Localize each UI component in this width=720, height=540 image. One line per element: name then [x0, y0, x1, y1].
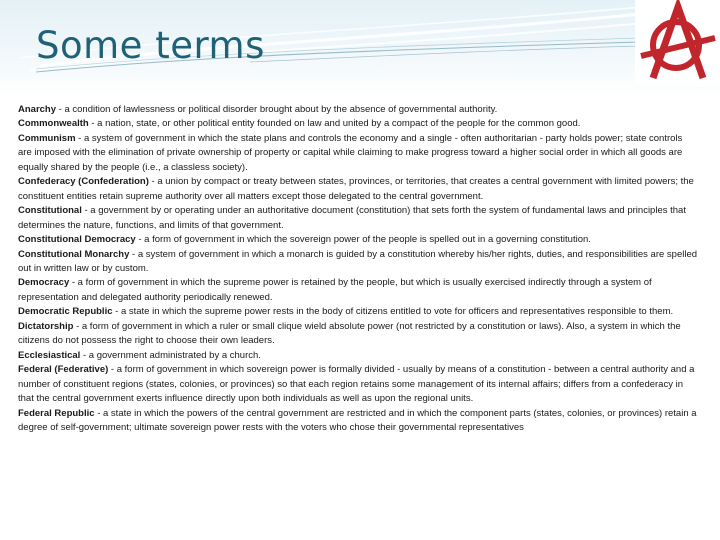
term-name: Federal Republic: [18, 407, 95, 419]
term-confederacy: [18, 175, 698, 204]
term-democracy: [18, 276, 698, 305]
term-name: Ecclesiastical: [18, 349, 81, 361]
term-federal-republic: [18, 407, 698, 436]
term-constitutional-monarchy: [18, 248, 698, 277]
term-democratic-republic: [18, 305, 698, 319]
page-title: Some terms: [36, 24, 265, 67]
term-name: Democratic Republic: [18, 306, 113, 318]
term-name: Constitutional Monarchy: [18, 248, 130, 260]
term-name: Dictatorship: [18, 320, 74, 332]
term-name: Confederacy (Confederation): [18, 176, 149, 188]
term-constitutional: [18, 204, 698, 233]
term-constitutional-democracy: [18, 233, 698, 247]
term-federal: [18, 363, 698, 406]
term-definition: - a government by or operating under an authoritative document (constitution) that sets forth the system of fundamental laws and principles that determines the nature, functions, and limits of that government.: [18, 205, 686, 231]
term-name: Communism: [18, 132, 76, 144]
term-name: Commonwealth: [18, 118, 89, 130]
term-definition: - a form of government in which sovereign power is formally divided - usually by means of a constitution - between a central authority and a number of constituent regions (states, colonies, or provinces) so that each region retains some management of its internal affairs; differs from a confederacy in that the central government exerts influence directly upon both individuals as well as upon the regional units.: [18, 364, 695, 405]
term-anarchy: [18, 103, 698, 117]
term-name: Constitutional Democracy: [18, 234, 136, 246]
term-ecclesiastical: [18, 349, 698, 363]
term-name: Federal (Federative): [18, 364, 109, 376]
term-definition: - a state in which the powers of the central government are restricted and in which the component parts (states, colonies, or provinces) retain a degree of self-government; ultimate sovereign power rests with the voters who chose their governmental representatives: [18, 407, 697, 433]
term-definition: - a nation, state, or other political entity founded on law and united by a compact of the people for the common good.: [88, 118, 581, 130]
term-definition: - a union by compact or treaty between states, provinces, or territories, that creates a central government with limited powers; the constituent entities retain supreme authority over all matters except those delegated to the central government.: [18, 176, 694, 202]
anarchy-symbol-icon: [635, 0, 720, 84]
term-definition: - a form of government in which the sovereign power of the people is spelled out in a governing constitution.: [135, 234, 591, 246]
term-definition: - a government administrated by a church.: [80, 349, 261, 361]
term-definition: - a form of government in which the supreme power is retained by the people, but which is usually exercised indirectly through a system of representation and delegated authority periodically renewed.: [18, 277, 652, 303]
term-communism: [18, 132, 698, 175]
term-commonwealth: [18, 117, 698, 131]
term-name: Democracy: [18, 277, 70, 289]
term-definition: - a system of government in which a monarch is guided by a constitution whereby his/her rights, duties, and responsibilities are spelled out in written law or by custom.: [18, 248, 698, 274]
terms-list: [18, 103, 698, 435]
term-dictatorship: [18, 320, 698, 349]
term-definition: - a condition of lawlessness or political disorder brought about by the absence of governmental authority.: [56, 104, 498, 115]
term-name: Constitutional: [18, 205, 82, 217]
term-definition: - a state in which the supreme power rests in the body of citizens entitled to vote for officers and representatives responsible to them.: [112, 306, 674, 318]
term-name: Anarchy: [18, 104, 57, 115]
logo-box: [635, 0, 720, 84]
term-definition: - a form of government in which a ruler or small clique wield absolute power (not restricted by a constitution or laws). Also, a system in which the citizens do not possess the right to choose their own leaders.: [18, 320, 681, 347]
term-definition: - a system of government in which the state plans and controls the economy and a single - often authoritarian - party holds power; state controls are imposed with the elimination of private ownership of property or capital while claiming to make progress toward a higher social order in which all goods are equally shared by the people (i.e., a classless society).: [18, 132, 683, 173]
